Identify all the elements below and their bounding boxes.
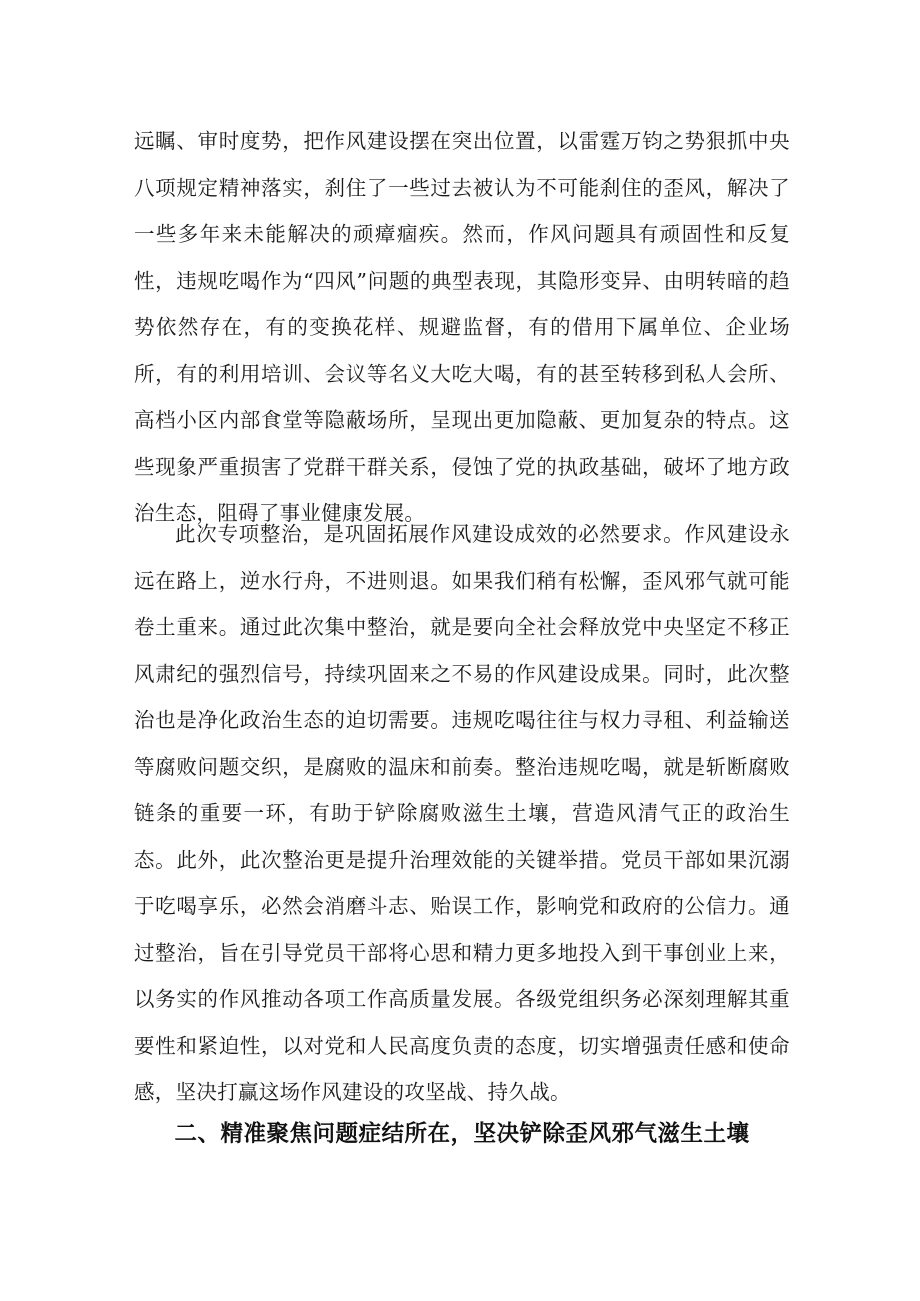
section-heading: 二、精准聚焦问题症结所在，坚决铲除歪风邪气滋生土壤 bbox=[174, 1121, 750, 1147]
body-paragraph-2: 此次专项整治，是巩固拓展作风建设成效的必然要求。作风建设永远在路上，逆水行舟，不进则退。如果我们稍有松懈，歪风邪气就可能卷土重来。通过此次集中整治，就是要向全社会释放党中央坚定不移正风肃纪的强烈信号，持续巩固来之不易的作风建设成果。同时，此次整治也是净化政治生态的迫切需要。违规吃喝往往与权力寻租、利益输送等腐败问题交织，是腐败的温床和前奏。整治违规吃喝，就是斩断腐败链条的重要一环，有助于铲除腐败滋生土壤，营造风清气正的政治生态。此外，此次整治更是提升治理效能的关键举措。党员干部如果沉溺于吃喝享乐，必然会消磨斗志、贻误工作，影响党和政府的公信力。通过整治，旨在引导党员干部将心思和精力更多地投入到干事创业上来，以务实的作风推动各项工作高质量发展。各级党组织务必深刻理解其重要性和紧迫性，以对党和人民高度负责的态度，切实增强责任感和使命感，坚决打赢这场作风建设的攻坚战、持久战。 bbox=[134, 522, 790, 1104]
body-paragraph-1: 远瞩、审时度势，把作风建设摆在突出位置，以雷霆万钧之势狠抓中央八项规定精神落实，刹住了一些过去被认为不可能刹住的歪风，解决了一些多年来未能解决的顽瘴痼疾。然而，作风问题具有顽固性和反复性，违规吃喝作为“四风”问题的典型表现，其隐形变异、由明转暗的趋势依然存在，有的变换花样、规避监督，有的借用下属单位、企业场所，有的利用培训、会议等名义大吃大喝，有的甚至转移到私人会所、高档小区内部食堂等隐蔽场所，呈现出更加隐蔽、更加复杂的特点。这些现象严重损害了党群干群关系，侵蚀了党的执政基础，破坏了地方政治生态，阻碍了事业健康发展。 bbox=[134, 129, 790, 525]
